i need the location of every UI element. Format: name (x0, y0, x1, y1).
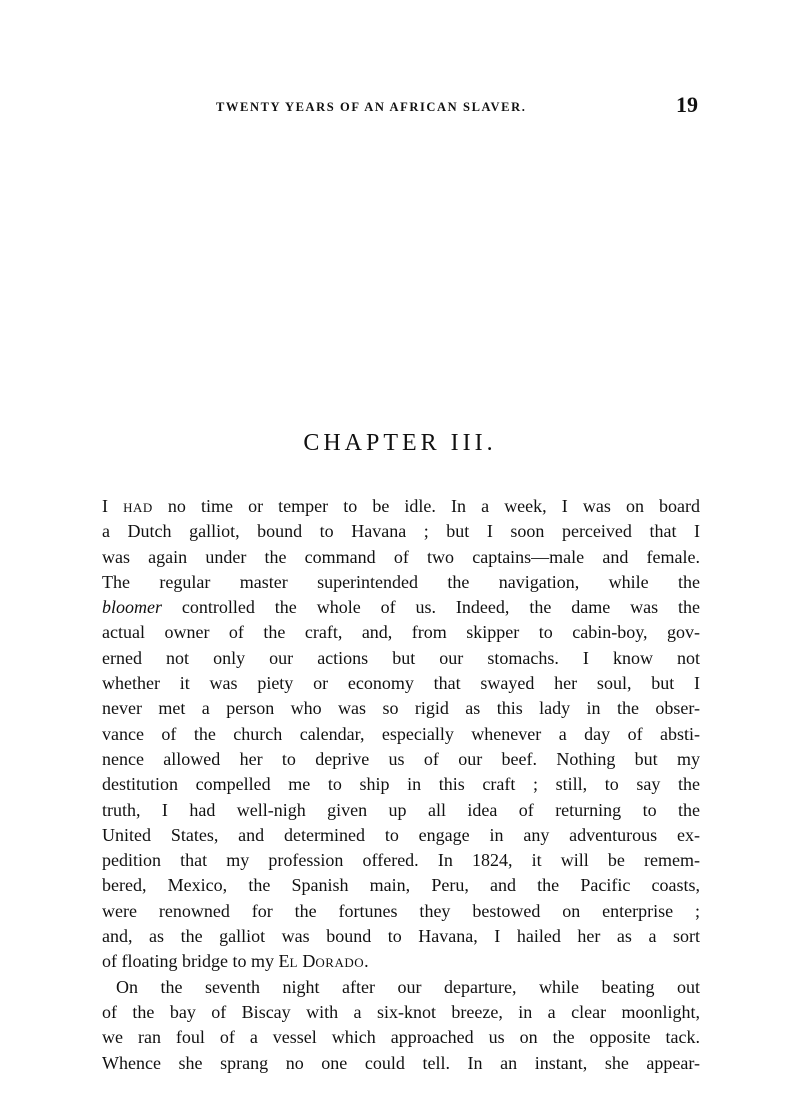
text-line: On the seventh night after our departure, while beating out (116, 976, 700, 997)
text-line: truth, I had well-nigh given up all idea of returning to the (102, 799, 700, 820)
text-line: of the bay of Biscay with a six-knot breeze, in a clear moonlight, (102, 1001, 700, 1022)
italic-word: bloomer (102, 597, 162, 618)
drop-initial: I (102, 496, 108, 516)
paragraph (102, 494, 700, 975)
small-caps-name: EL DORADO (278, 951, 365, 972)
text-line: United States, and determined to engage in any adventurous ex- (102, 824, 700, 845)
text-line: nence allowed her to deprive us of our beef. Nothing but my (102, 748, 700, 769)
text-line: were renowned for the fortunes they bestowed on enterprise ; (102, 900, 700, 921)
text-line (102, 595, 700, 620)
line-text: controlled the whole of us. Indeed, the dame was the (181, 597, 701, 618)
chapter-title: CHAPTER III. (303, 430, 497, 456)
text-line: a Dutch galliot, bound to Havana ; but I soon perceived that I (102, 521, 700, 542)
text-line: vance of the church calendar, especially whenever a day of absti- (102, 723, 700, 744)
text-line: never met a person who was so rigid as this lady in the obser- (102, 698, 700, 719)
text-line: actual owner of the craft, and, from skipper to cabin-boy, gov- (102, 622, 700, 643)
text-line: we ran foul of a vessel which approached us on the opposite tack. (102, 1027, 700, 1048)
text-line (102, 494, 700, 519)
text-line: The regular master superintended the navigation, while the (102, 571, 700, 592)
text-line: Whence she sprang no one could tell. In an instant, she appear- (102, 1052, 700, 1073)
text-line: whether it was piety or economy that swayed her soul, but I (102, 673, 700, 694)
text-line: of floating bridge to my EL DORADO. (102, 951, 369, 972)
small-caps-word: HAD (123, 500, 153, 515)
line-text: of floating bridge to my (102, 951, 274, 972)
page-number: 19 (676, 92, 698, 117)
paragraph (102, 975, 700, 1076)
text-line: erned not only our actions but our stomachs. I know not (102, 647, 700, 668)
text-line: and, as the galliot was bound to Havana, I hailed her as a sort (102, 926, 700, 947)
body-text (102, 494, 700, 1076)
running-head: TWENTY YEARS OF AN AFRICAN SLAVER. (216, 100, 527, 114)
text-line: was again under the command of two captains—male and female. (102, 546, 700, 567)
text-line: pedition that my profession offered. In 1824, it will be remem- (102, 850, 700, 871)
text-line: bered, Mexico, the Spanish main, Peru, and the Pacific coasts, (102, 875, 700, 896)
line-text: no time or temper to be idle. In a week, I was on board (167, 496, 701, 516)
text-line: destitution compelled me to ship in this craft ; still, to say the (102, 774, 700, 795)
